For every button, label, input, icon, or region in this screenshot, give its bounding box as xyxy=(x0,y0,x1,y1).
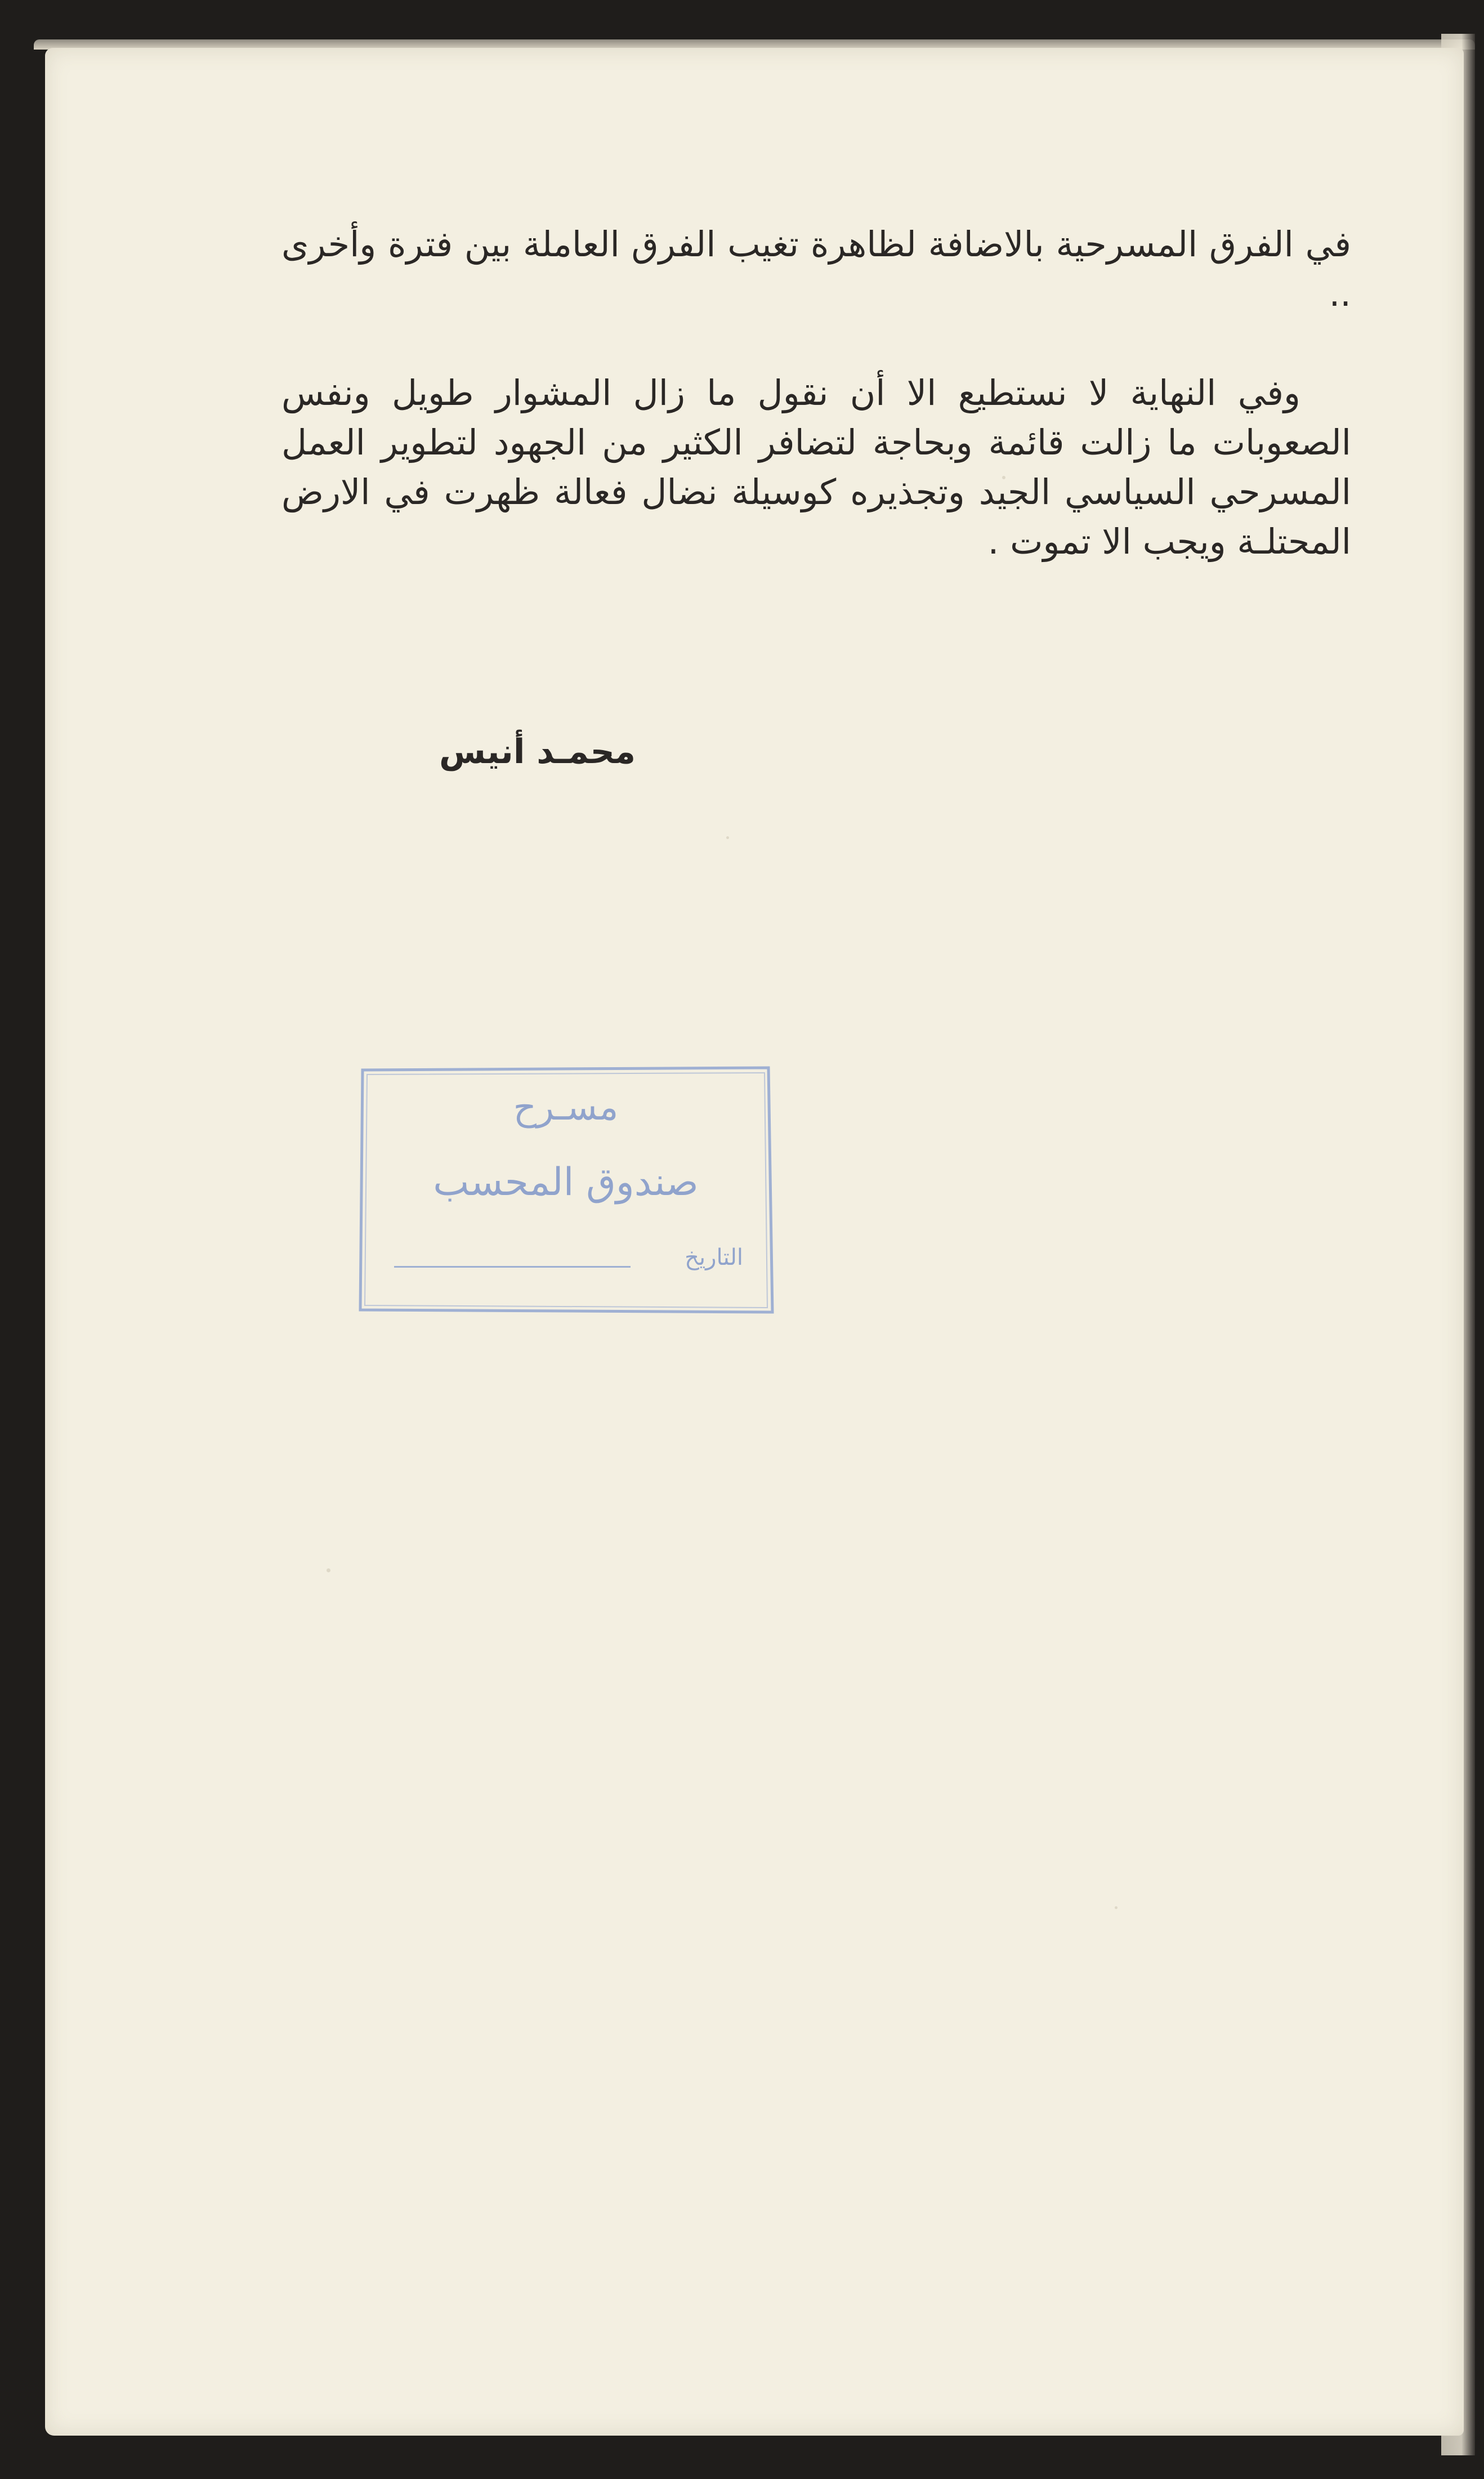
body-text xyxy=(281,220,1351,567)
stamp-title: مسـرح xyxy=(513,1087,619,1129)
paper-speck xyxy=(1115,1906,1118,1909)
author-signature: محمـد أنيس xyxy=(439,732,636,772)
library-stamp xyxy=(355,1064,777,1318)
paragraph-conclusion xyxy=(281,368,1351,567)
paper-speck xyxy=(327,1568,330,1572)
stamp-date-label: التاريخ xyxy=(685,1245,743,1270)
paragraph-conclusion-text: وفي النهاية لا نستطيع الا أن نقول ما زال المشوار طويل ونفس الصعوبات ما زالت قائمة وبحاجة لتضافر الكثير من الجهود لتطوير العمل المسرحي السياسي الجيد وتجذيره كوسيلة نضال فعالة ظهرت في الارض المحتلـة ويجب الا تموت . xyxy=(281,372,1351,562)
paper-speck xyxy=(726,836,729,839)
stamp-subtitle: صندوق المحسب xyxy=(433,1160,699,1205)
paragraph-continuation: في الفرق المسرحية بالاضافة لظاهرة تغيب الفرق العاملة بين فترة وأخرى .. xyxy=(281,224,1351,314)
stamp-date-line xyxy=(394,1266,631,1268)
